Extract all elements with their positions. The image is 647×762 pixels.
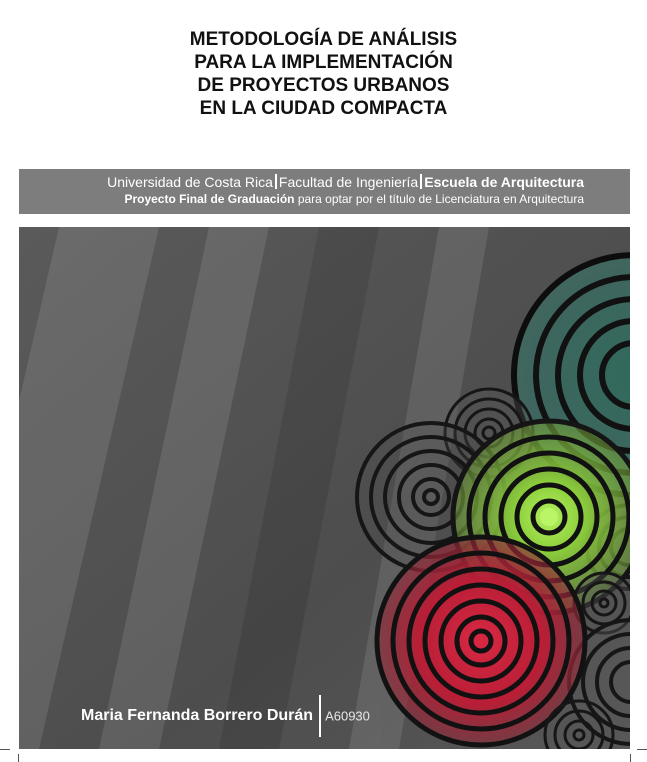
author-block	[81, 695, 370, 737]
faculty-name: Facultad de Ingeniería	[278, 174, 419, 190]
concentric-circles-artwork	[19, 227, 630, 749]
title-line: PARA LA IMPLEMENTACIÓN	[194, 52, 453, 73]
green-center-dot	[540, 508, 558, 526]
crop-mark	[18, 754, 19, 762]
author-name: Maria Fernanda Borrero Durán	[81, 707, 314, 724]
university-name: Universidad de Costa Rica	[107, 174, 273, 190]
institution-band	[19, 169, 630, 214]
separator-bar	[275, 174, 277, 189]
document-title	[0, 28, 647, 120]
project-description: para optar por el título de Licenciatura en Arquitectura	[294, 192, 584, 206]
title-line: METODOLOGÍA DE ANÁLISIS	[189, 29, 458, 50]
separator-bar	[420, 174, 422, 189]
student-id: A60930	[325, 708, 370, 724]
crop-mark	[0, 749, 10, 750]
title-line: EN LA CIUDAD COMPACTA	[199, 98, 448, 119]
institution-line	[107, 174, 584, 191]
school-name: Escuela de Arquitectura	[424, 174, 584, 190]
cover-image	[19, 227, 630, 749]
crop-mark	[630, 754, 631, 762]
project-line	[124, 192, 584, 207]
title-line: DE PROYECTOS URBANOS	[197, 75, 450, 96]
crop-mark	[637, 749, 647, 750]
separator-bar	[319, 695, 321, 737]
project-label: Proyecto Final de Graduación	[124, 192, 295, 206]
